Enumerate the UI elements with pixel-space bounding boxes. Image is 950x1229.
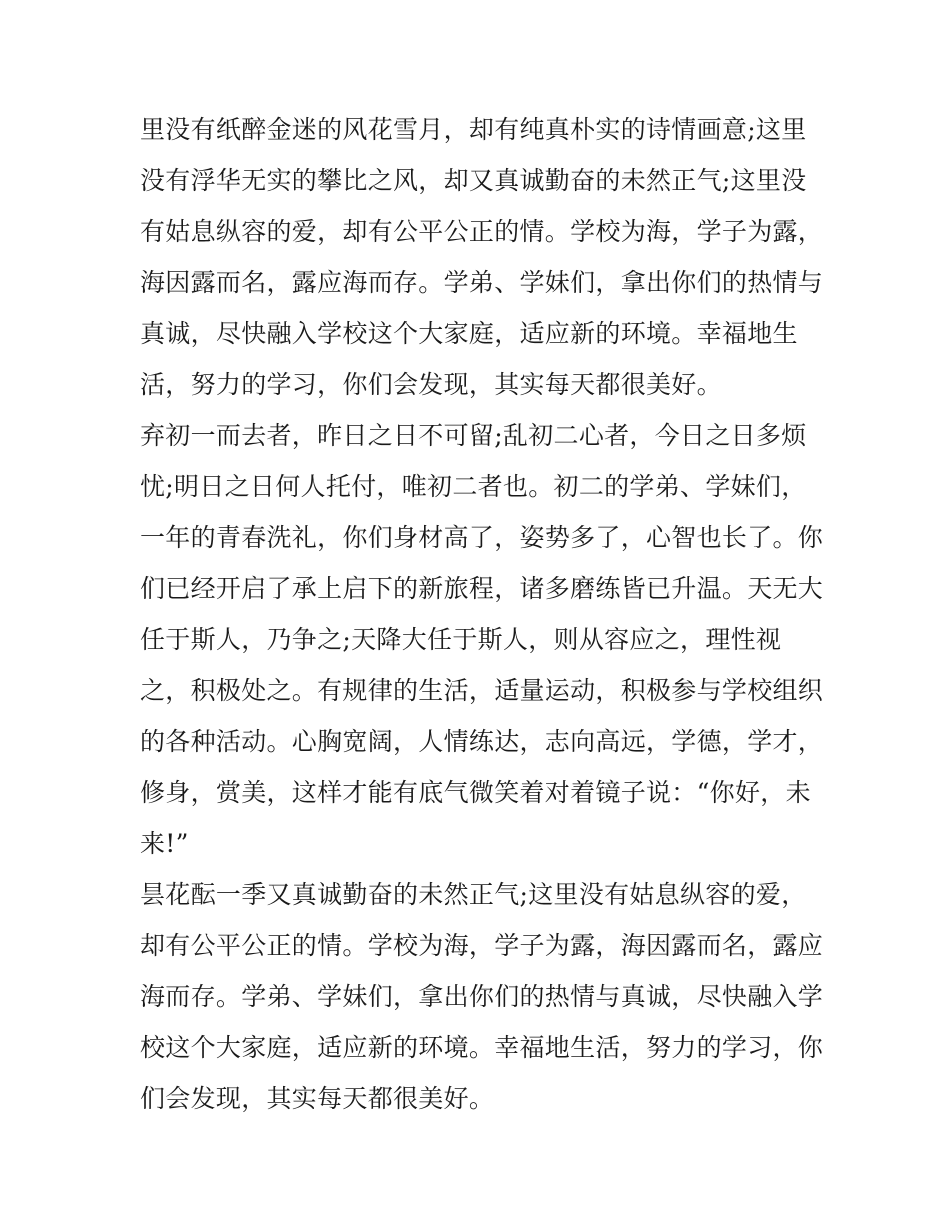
text-line: 真诚，尽快融入学校这个大家庭，适应新的环境。幸福地生 <box>140 319 798 348</box>
text-line: 之，积极处之。有规律的生活，适量运动，积极参与学校组织 <box>140 676 824 705</box>
text-line: 任于斯人，乃争之;天降大任于斯人，则从容应之，理性视 <box>140 625 782 654</box>
text-line: 们会发现，其实每天都很美好。 <box>140 1084 495 1113</box>
text-line: 校这个大家庭，适应新的环境。幸福地生活，努力的学习，你 <box>140 1033 824 1062</box>
text-line: 们已经开启了承上启下的新旅程，诸多磨练皆已升温。天无大 <box>140 574 824 603</box>
text-line: 忧;明日之日何人托付，唯初二者也。初二的学弟、学妹们， <box>140 472 807 501</box>
text-line: 活，努力的学习，你们会发现，其实每天都很美好。 <box>140 370 722 399</box>
text-line: 里没有纸醉金迷的风花雪月，却有纯真朴实的诗情画意;这里 <box>140 115 807 144</box>
text-line: 海因露而名，露应海而存。学弟、学妹们，拿出你们的热情与 <box>140 268 824 297</box>
text-line: 没有浮华无实的攀比之风，却又真诚勤奋的未然正气;这里没 <box>140 166 807 195</box>
text-line: 来!” <box>140 829 189 858</box>
text-line: 海而存。学弟、学妹们，拿出你们的热情与真诚，尽快融入学 <box>140 982 824 1011</box>
body-text <box>140 110 824 1130</box>
text-line: 修身，赏美，这样才能有底气微笑着对着镜子说：“你好，未 <box>140 778 811 807</box>
text-line: 一年的青春洗礼，你们身材高了，姿势多了，心智也长了。你 <box>140 523 824 552</box>
text-line: 昙花酝一季又真诚勤奋的未然正气;这里没有姑息纵容的爱， <box>140 880 807 909</box>
text-line: 的各种活动。心胸宽阔，人情练达，志向高远，学德，学才， <box>140 727 824 756</box>
text-line: 却有公平公正的情。学校为海，学子为露，海因露而名，露应 <box>140 931 824 960</box>
text-line: 有姑息纵容的爱，却有公平公正的情。学校为海，学子为露， <box>140 217 824 246</box>
text-line: 弃初一而去者，昨日之日不可留;乱初二心者，今日之日多烦 <box>140 421 807 450</box>
